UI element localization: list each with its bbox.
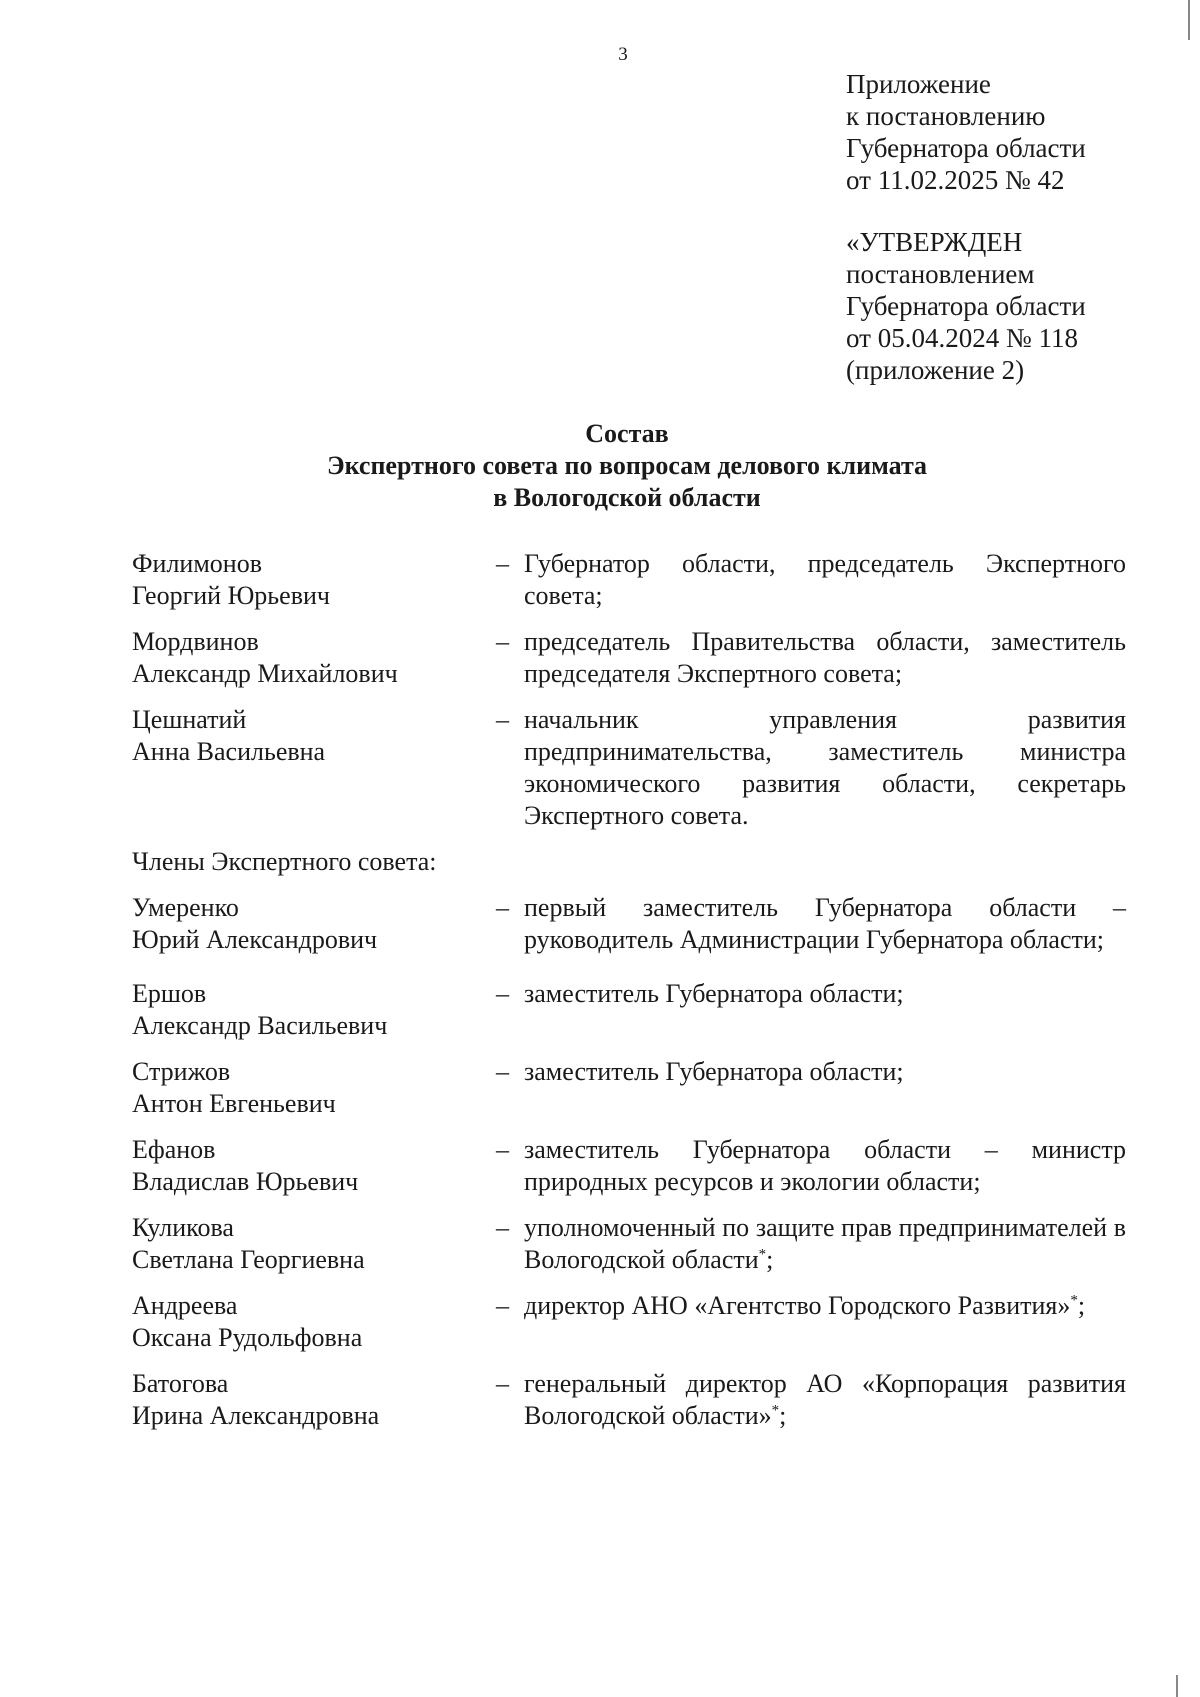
person-role: председатель Правительства области, заместитель председателя Экспертного совета;: [524, 627, 1126, 688]
role-text: генеральный директор АО «Корпорация развития Вологодской области»: [524, 1369, 1126, 1430]
person-surname: Цешнатий: [132, 705, 247, 734]
dash-separator: –: [496, 549, 509, 578]
person-role: [524, 1134, 1126, 1198]
dash-separator: –: [496, 1291, 509, 1320]
role-text: заместитель Губернатора области;: [524, 1057, 904, 1086]
person-given-names: Александр Михайлович: [132, 659, 398, 688]
person-role: [524, 892, 1126, 956]
person-role: [524, 1056, 1126, 1120]
role-text: директор АНО «Агентство Городского Развития»: [524, 1291, 1071, 1320]
leadership-row: [132, 704, 1126, 832]
person-surname: Ершов: [132, 979, 207, 1008]
approval-line: «УТВЕРЖДЕН: [846, 227, 1023, 257]
scan-edge-mark: [1176, 1675, 1178, 1697]
person-given-names: Владислав Юрьевич: [132, 1167, 359, 1196]
role-text: уполномоченный по защите прав предпринимателей в Вологодской области: [524, 1213, 1126, 1274]
approval-line: от 05.04.2024 № 118: [846, 323, 1078, 353]
person-surname: Филимонов: [132, 549, 262, 578]
role-text: первый заместитель Губернатора области – руководитель Администрации Губернатора области;: [524, 893, 1126, 954]
annex-line: Губернатора области: [846, 133, 1086, 163]
members-label: Члены Экспертного совета:: [132, 847, 437, 876]
person-given-names: Светлана Георгиевна: [132, 1245, 365, 1274]
role-tail: ;: [1077, 1291, 1086, 1320]
dash-separator: –: [496, 979, 509, 1008]
annex-line: к постановлению: [846, 101, 1046, 131]
person-given-names: Ирина Александровна: [132, 1401, 380, 1430]
person-name: [132, 704, 496, 832]
leadership-row: [132, 626, 1126, 690]
person-given-names: Анна Васильевна: [132, 737, 326, 766]
person-role: [524, 1212, 1126, 1276]
person-surname: Батогова: [132, 1369, 229, 1398]
role-text: заместитель Губернатора области;: [524, 979, 904, 1008]
footnote-marker: *: [1070, 1292, 1078, 1309]
person-given-names: Георгий Юрьевич: [132, 581, 330, 610]
dash-separator: –: [496, 627, 509, 656]
person-name: [132, 978, 496, 1042]
annex-line: от 11.02.2025 № 42: [846, 165, 1065, 195]
person-role: [524, 978, 1126, 1042]
dash-separator: –: [496, 1369, 509, 1398]
person-name: [132, 548, 496, 612]
person-given-names: Юрий Александрович: [132, 925, 378, 954]
person-name: [132, 892, 496, 956]
person-surname: Стрижов: [132, 1057, 231, 1086]
person-surname: Куликова: [132, 1213, 234, 1242]
approval-line: постановлением: [846, 259, 1035, 289]
member-row: [132, 892, 1126, 956]
member-row: [132, 1056, 1126, 1120]
dash-separator: –: [496, 705, 509, 734]
footnote-marker: *: [758, 1246, 767, 1263]
person-name: [132, 1056, 496, 1120]
leadership-row: [132, 548, 1126, 612]
council-composition: [132, 548, 1126, 1446]
title-line: Экспертного совета по вопросам делового климата: [326, 451, 928, 480]
page-number: 3: [618, 44, 628, 65]
title-line: Состав: [585, 419, 669, 448]
dash-separator: –: [496, 1213, 509, 1242]
member-row: [132, 978, 1126, 1042]
document-title: [0, 418, 1200, 514]
person-surname: Ефанов: [132, 1135, 216, 1164]
person-surname: Умеренко: [132, 893, 239, 922]
member-row: [132, 1212, 1126, 1276]
person-given-names: Александр Васильевич: [132, 1011, 388, 1040]
approval-stamp-block: [846, 226, 1086, 386]
annex-line: Приложение: [846, 69, 991, 99]
person-role: Губернатор области, председатель Экспертного совета;: [524, 549, 1126, 610]
person-given-names: Оксана Рудольфовна: [132, 1323, 363, 1352]
scan-edge-mark: [1188, 0, 1190, 40]
person-name: [132, 1290, 496, 1354]
members-section-heading: [132, 846, 1126, 878]
person-role: [524, 1368, 1126, 1432]
title-line: в Вологодской области: [493, 483, 761, 512]
person-name: [132, 626, 496, 690]
person-surname: Мордвинов: [132, 627, 259, 656]
person-role: [524, 1290, 1126, 1354]
dash-separator: –: [496, 1135, 509, 1164]
annex-block: [846, 68, 1086, 196]
footnote-marker: *: [771, 1402, 780, 1419]
dash-separator: –: [496, 1057, 509, 1086]
role-tail: ;: [766, 1245, 774, 1274]
person-name: [132, 1134, 496, 1198]
person-name: [132, 1212, 496, 1276]
person-given-names: Антон Евгеньевич: [132, 1089, 336, 1118]
role-text: заместитель Губернатора области – министр природных ресурсов и экологии области;: [524, 1135, 1126, 1196]
person-role: начальник управления развития предпринимательства, заместитель министра экономического развития области, секретарь Экспертного совета.: [524, 705, 1126, 830]
member-row: [132, 1290, 1126, 1354]
dash-separator: –: [496, 893, 509, 922]
approval-line: Губернатора области: [846, 291, 1086, 321]
role-tail: ;: [779, 1401, 787, 1430]
person-surname: Андреева: [132, 1291, 238, 1320]
approval-line: (приложение 2): [846, 355, 1025, 385]
member-row: [132, 1368, 1126, 1432]
person-name: [132, 1368, 496, 1432]
member-row: [132, 1134, 1126, 1198]
